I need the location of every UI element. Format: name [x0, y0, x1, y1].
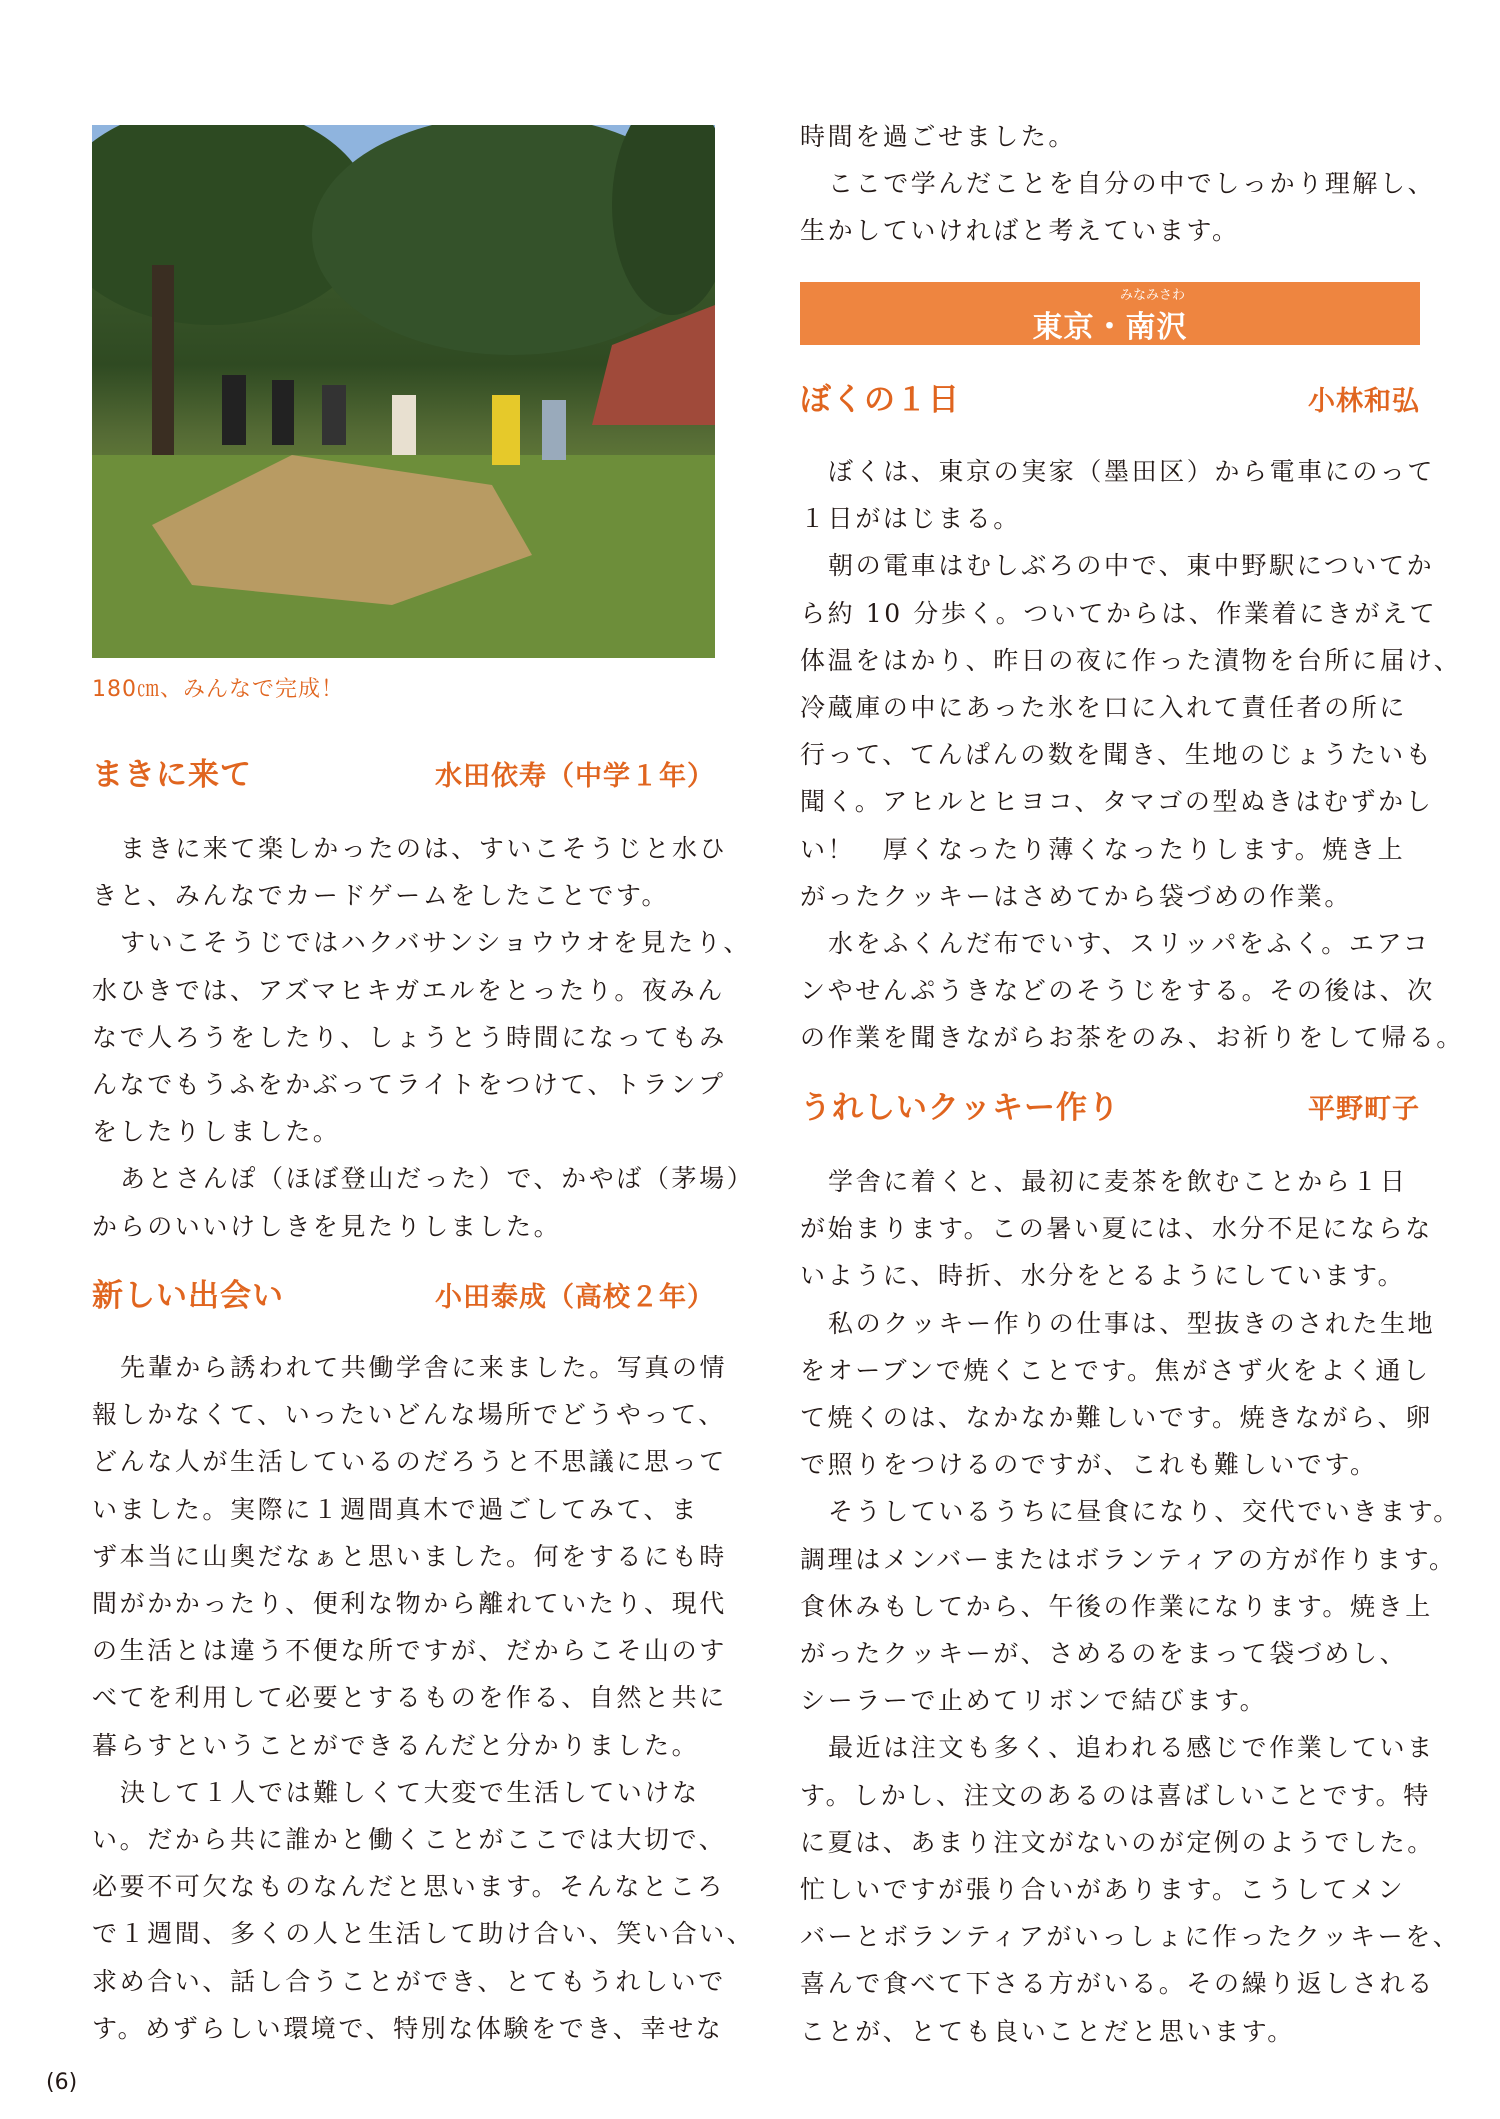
text-line: 行って、てんぱんの数を聞き、生地のじょうたいも — [800, 740, 1434, 770]
text-line: ここで学んだことを自分の中でしっかり理解し、 — [828, 169, 1436, 199]
text-line: がったクッキーはさめてから袋づめの作業。 — [800, 881, 1353, 911]
text-line: い。だから共に誰かと働くことがここでは大切で、 — [92, 1825, 727, 1854]
text-line: バーとボランティアがいっしょに作ったクッキーを、 — [800, 1922, 1461, 1952]
section-author: 水田依寿（中学１年） — [435, 761, 715, 792]
text-line: んなでもうふをかぶってライトをつけて、トランプ — [92, 1070, 726, 1099]
text-line: い！ 厚くなったり薄くなったりします。焼き上 — [800, 834, 1406, 864]
text-line: いました。実際に１週間真木で過ごしてみて、ま — [92, 1494, 699, 1524]
photo-illustration — [92, 125, 715, 658]
section-title: まきに来て — [92, 757, 252, 793]
section-title: うれしいクッキー作り — [800, 1090, 1120, 1126]
text-line: 水をふくんだ布でいす、スリッパをふく。エアコ — [828, 929, 1431, 958]
section-author: 小田泰成（高校２年） — [435, 1282, 715, 1313]
text-line: 決して１人では難しくて大変で生活していけな — [120, 1777, 700, 1807]
text-line: そうしているうちに昼食になり、交代でいきます。 — [828, 1497, 1461, 1527]
text-line: す。しかし、注文のあるのは喜ばしいことです。特 — [800, 1780, 1431, 1810]
text-line: 報しかなくて、いったいどんな場所でどうやって、 — [92, 1400, 726, 1430]
section-title: ぼくの１日 — [800, 382, 960, 418]
text-line: からのいいけしきを見たりしました。 — [92, 1211, 562, 1241]
text-line: 私のクッキー作りの仕事は、型抜きのされた生地 — [828, 1308, 1436, 1338]
text-line: 聞く。アヒルとヒヨコ、タマゴの型ぬきはむずかし — [800, 787, 1434, 817]
text-line: ことが、とても良いことだと思います。 — [800, 2016, 1295, 2046]
text-line: きと、みんなでカードゲームをしたことです。 — [92, 881, 670, 911]
text-line: で１週間、多くの人と生活して助け合い、笑い合い、 — [92, 1919, 755, 1949]
text-line: がったクッキーが、さめるのをまって袋づめし、 — [800, 1639, 1408, 1668]
section-author: 小林和弘 — [1308, 386, 1420, 417]
text-line: まきに来て楽しかったのは、すいこそうじと水ひ — [120, 834, 728, 863]
text-line: 喜んで食べて下さる方がいる。その繰り返しされる — [800, 1969, 1435, 1999]
text-line: で照りをつけるのですが、これも難しいです。 — [800, 1450, 1378, 1480]
text-line: 調理はメンバーまたはボランティアの方が作ります。 — [800, 1544, 1457, 1574]
text-line: 水ひきでは、アズマヒキガエルをとったり。夜みん — [92, 975, 725, 1005]
text-line: 朝の電車はむしぶろの中で、東中野駅についてか — [828, 551, 1435, 581]
text-line: 間がかかったり、便利な物から離れていたり、現代 — [92, 1589, 727, 1618]
text-line: て焼くのは、なかなか難しいです。焼きながら、卵 — [800, 1403, 1433, 1432]
text-line: をオーブンで焼くことです。焦がさず火をよく通し — [800, 1355, 1431, 1385]
text-line: ら約 10 分歩く。ついてからは、作業着にきがえて — [800, 598, 1438, 628]
text-line: すいこそうじではハクバサンショウウオを見たり、 — [120, 928, 751, 958]
text-line: の作業を聞きながらお茶をのみ、お祈りをして帰る。 — [800, 1023, 1464, 1053]
text-line: 求め合い、話し合うことができ、とてもうれしいで — [92, 1966, 726, 1996]
text-line: す。めずらしい環境で、特別な体験をでき、幸せな — [92, 2013, 724, 2043]
text-line: ず本当に山奥だなぁと思いました。何をするにも時 — [92, 1541, 727, 1571]
text-line: の生活とは違う不便な所ですが、だからこそ山のす — [92, 1636, 727, 1666]
text-line: ンやせんぷうきなどのそうじをする。その後は、次 — [800, 976, 1435, 1006]
text-line: 学舎に着くと、最初に麦茶を飲むことから１日 — [828, 1167, 1408, 1196]
text-line: ぼくは、東京の実家（墨田区）から電車にのって — [828, 457, 1435, 486]
text-line: １日がはじまる。 — [800, 504, 1021, 534]
banner-ruby: みなみさわ — [1120, 288, 1186, 303]
text-line: 必要不可欠なものなんだと思います。そんなところ — [92, 1872, 725, 1902]
photo-caption: 180㎝、みんなで完成！ — [92, 677, 344, 702]
text-line: 時間を過ごせました。 — [800, 122, 1077, 151]
text-line: 先輩から誘われて共働学舎に来ました。写真の情 — [120, 1353, 728, 1382]
text-line: をしたりしました。 — [92, 1117, 341, 1147]
text-line: 最近は注文も多く、追われる感じで作業していま — [828, 1733, 1435, 1763]
photo-thatch-work — [92, 125, 715, 658]
banner-title: 東京・南沢 — [1032, 310, 1188, 345]
text-line: 忙しいですが張り合いがあります。こうしてメン — [800, 1875, 1406, 1904]
text-line: が始まります。この暑い夏には、水分不足にならな — [800, 1214, 1433, 1244]
section-title: 新しい出会い — [92, 1278, 284, 1314]
text-line: 生かしていければと考えています。 — [800, 216, 1240, 246]
text-line: 食休みもしてから、午後の作業になります。焼き上 — [800, 1591, 1433, 1621]
text-line: べてを利用して必要とするものを作る、自然と共に — [92, 1683, 727, 1713]
text-line: 冷蔵庫の中にあった氷を口に入れて責任者の所に — [800, 693, 1407, 722]
text-line: 暮らすということができるんだと分かりました。 — [92, 1730, 700, 1760]
text-line: シーラーで止めてリボンで結びます。 — [800, 1686, 1268, 1716]
text-line: に夏は、あまり注文がないのが定例のようでした。 — [800, 1827, 1435, 1857]
text-line: なで人ろうをしたり、しょうとう時間になってもみ — [92, 1022, 727, 1052]
text-line: あとさんぽ（ほぼ登山だった）で、かやば（茅場） — [120, 1164, 755, 1194]
text-line: どんな人が生活しているのだろうと不思議に思って — [92, 1447, 727, 1477]
text-line: 体温をはかり、昨日の夜に作った漬物を台所に届け、 — [800, 645, 1462, 675]
region-banner — [800, 282, 1420, 345]
text-line: いように、時折、水分をとるようにしています。 — [800, 1261, 1406, 1291]
page-number: (6) — [46, 2070, 78, 2095]
section-author: 平野町子 — [1308, 1094, 1420, 1125]
